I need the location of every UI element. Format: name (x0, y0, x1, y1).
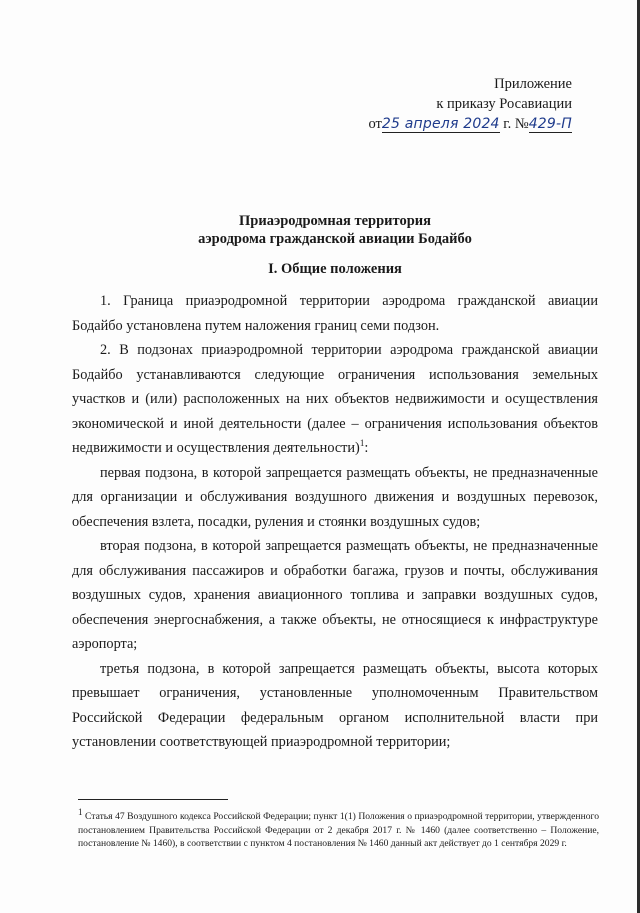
annex-block (352, 74, 572, 134)
annex-title: Приложение (494, 76, 572, 92)
footnote (78, 806, 599, 851)
paragraph-subzone-1: первая подзона, в которой запрещается размещать объекты, не предназначенные для организации и обслуживания воздушного движения и воздушных перевозок, обеспечения взлета, посадки, руления и стоянки воздушных судов; (72, 464, 598, 530)
annex-from: от (368, 116, 382, 132)
footnote-divider (78, 799, 228, 800)
paragraph-subzone-3: третья подзона, в которой запрещается размещать объекты, высота которых превышает ограничения, установленные уполномоченным Правительством Российской Федерации федеральным органом исполнительной власти при установлении соответствующей приаэродромной территории; (72, 660, 598, 750)
section-heading: I. Общие положения (268, 261, 402, 277)
title-line-2: аэродрома гражданской авиации Бодайбо (198, 231, 472, 247)
footnote-ref[interactable]: 1 (359, 438, 365, 449)
paragraph-subzone-2: вторая подзона, в которой запрещается размещать объекты, не предназначенные для обслуживания пассажиров и обработки багажа, грузов и почты, обслуживания воздушных судов, хранения авиационного топлива и заправки воздушных судов, обеспечения энергоснабжения, а также объекты, не относящиеся к инфраструктуре аэропорта; (72, 538, 598, 652)
footnote-text: Статья 47 Воздушного кодекса Российской Федерации; пункт 1(1) Положения о приаэродромной территории, утвержденного постановлением Правительства Российской Федерации от 2 декабря 2017 г. № 1460 (далее соответственно – Положение, постановление № 1460), в соответствии с пунктом 4 постановления № 1460 данный акт действует до 1 сентября 2029 г. (78, 811, 599, 849)
document-body (72, 289, 598, 755)
document-title (72, 212, 598, 248)
title-line-1: Приаэродромная территория (239, 213, 431, 229)
footnote-mark: 1 (78, 806, 83, 817)
annex-date-line (352, 114, 572, 134)
annex-year-no: г. № (503, 116, 529, 132)
annex-order-ref: к приказу Росавиации (436, 96, 572, 112)
handwritten-order-number: 429-П (528, 116, 572, 132)
handwritten-date: 25 апреля 2024 (381, 116, 500, 132)
paragraph-2-end: : (364, 440, 369, 456)
paragraph-2-text: 2. В подзонах приаэродромной территории аэродрома гражданской авиации Бодайбо устанавливаются следующие ограничения использования земельных участков и (или) расположенных на них объектов недвижимости и осуществления экономической и иной деятельности (далее – ограничения использования объектов недвижимости и осуществления деятельности) (72, 342, 598, 456)
paragraph-2 (72, 338, 598, 461)
paragraph-1: 1. Граница приаэродромной территории аэродрома гражданской авиации Бодайбо установлена путем наложения границ семи подзон. (72, 293, 598, 334)
